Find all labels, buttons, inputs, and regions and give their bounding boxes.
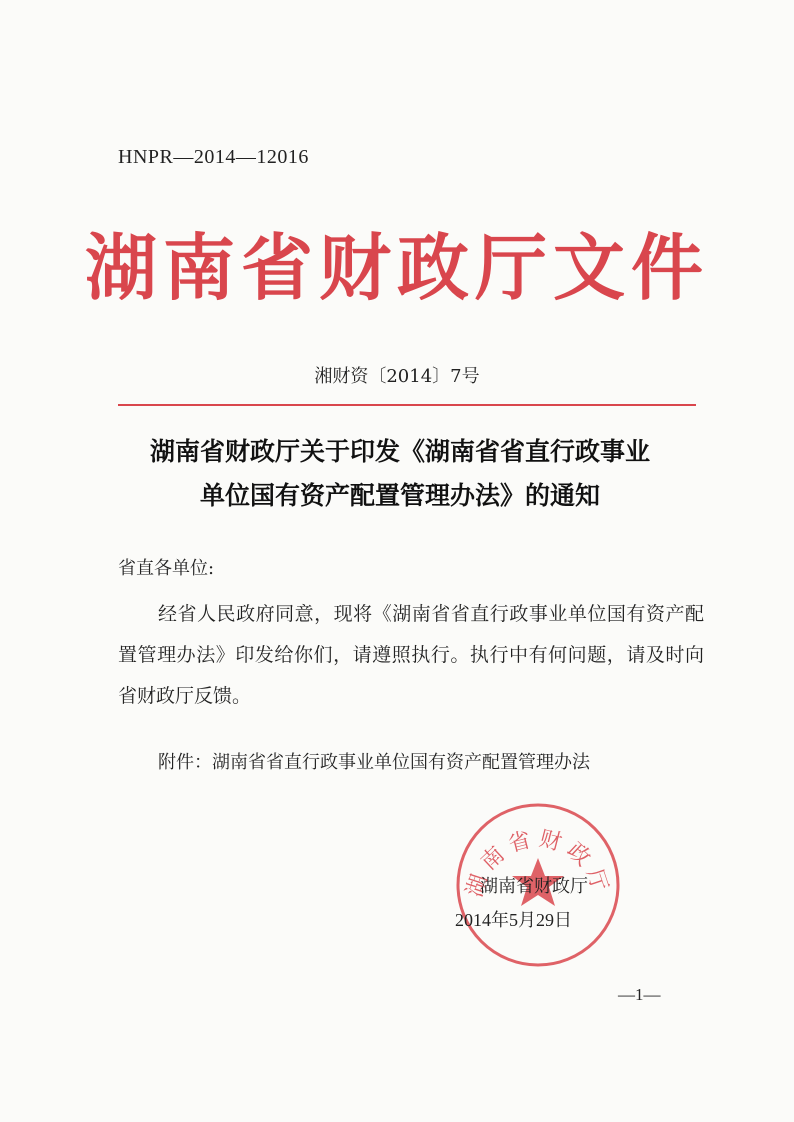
attachment-line: 附件：湖南省省直行政事业单位国有资产配置管理办法: [158, 752, 590, 773]
body-paragraph: 经省人民政府同意，现将《湖南省省直行政事业单位国有资产配置管理办法》印发给你们，请遵照执行。执行中有何问题，请及时向省财政厅反馈。: [118, 603, 704, 707]
salutation: 省直各单位:: [118, 558, 215, 579]
red-divider: [118, 404, 696, 406]
notice-title-line1: 湖南省财政厅关于印发《湖南省省直行政事业: [149, 437, 650, 466]
masthead-title: 湖南省财政厅文件: [84, 226, 709, 310]
signature-organization: 湖南省财政厅: [480, 876, 588, 897]
seal-text: 湖南省财政厅: [462, 826, 614, 901]
document-number: 湘财资〔2014〕7号: [314, 366, 480, 387]
notice-title-line2: 单位国有资产配置管理办法》的通知: [199, 481, 600, 510]
signature-date: 2014年5月29日: [455, 910, 572, 930]
page-number: —1—: [618, 985, 661, 1004]
notice-title: [100, 430, 700, 518]
document-code: HNPR—2014—12016: [118, 146, 309, 168]
